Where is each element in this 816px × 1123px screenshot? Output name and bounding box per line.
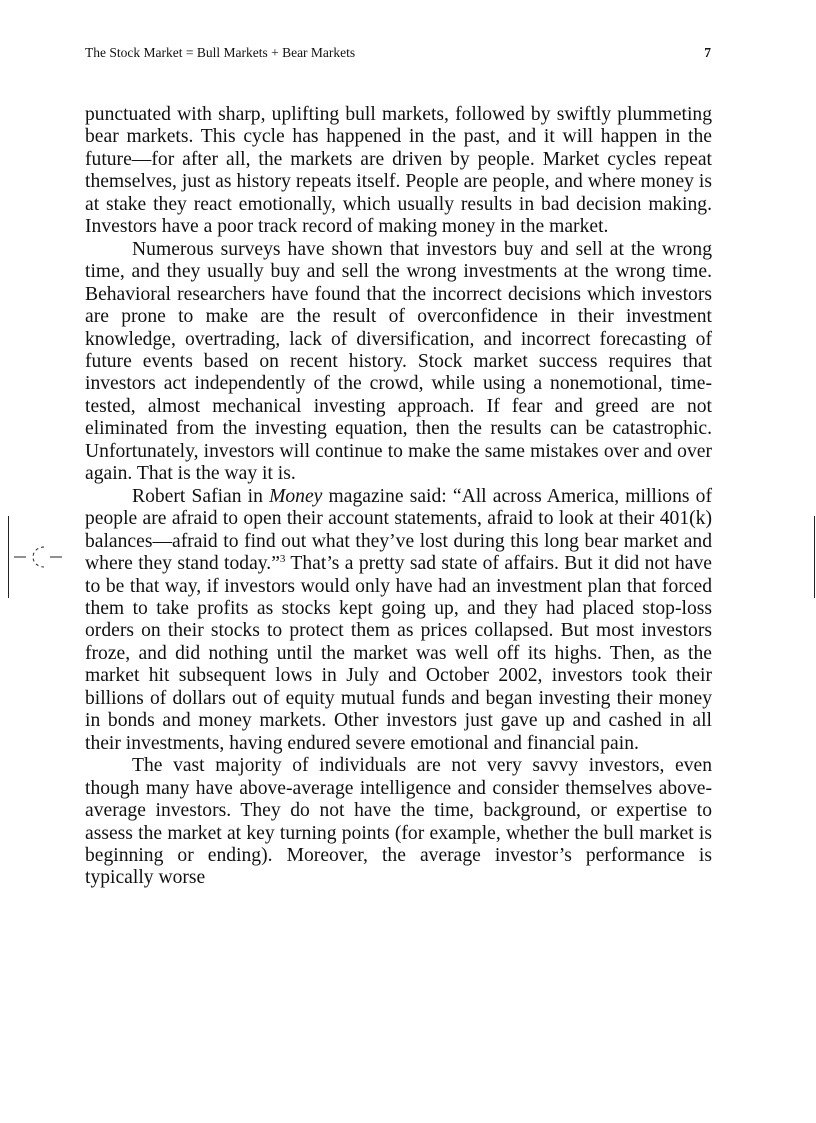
paragraph-3-rest: That’s a pretty sad state of affairs. But it did not have to be that way, if investors would only have had an investment plan that forced them to take profits as stocks kept going up, and they had placed stop-loss orders on their stocks to protect them as prices collapsed. But most investors froze, and did nothing until the market was well off its highs. Then, as the market hit subsequent lows in July and October 2002, investors took their billions of dollars out of equity mutual funds and began investing their money in bonds and money markets. Other investors just gave up and cashed in all their investments, having endured severe emotional and financial pain. [85,553,712,754]
footnote-marker: 3 [279,553,286,566]
page-number: 7 [704,45,711,60]
running-title: The Stock Market = Bull Markets + Bear Markets [85,45,356,60]
crop-mark-right [814,516,815,598]
paragraph-1: punctuated with sharp, uplifting bull markets, followed by swiftly plummeting bear markets. This cycle has happened in the past, and it will happen in the future—for after all, the markets are driven by people. Market cycles repeat themselves, just as history repeats itself. People are people, and where money is at stake they react emotionally, which usually results in bad decision making. Investors have a poor track record of making money in the market. [85,104,712,238]
paragraph-3 [85,486,712,755]
magazine-title: Money [269,485,323,507]
paragraph-3-lead: Robert Safian in [132,485,270,507]
paragraph-3-quote: magazine said: “All across America, millions of people are afraid to open their account statements, afraid to look at their 401(k) balances—afraid to find out what they’ve lost during this long bear market and where they stand today.” [85,485,712,575]
running-head [85,44,711,62]
body-text [85,104,712,890]
registration-mark-icon [14,541,64,575]
paragraph-4: The vast majority of individuals are not very savvy investors, even though many have above-average intelligence and consider themselves above-average investors. They do not have the time, background, or expertise to assess the market at key turning points (for example, whether the bull market is beginning or ending). Moreover, the average investor’s performance is typically worse [85,755,712,889]
paragraph-2: Numerous surveys have shown that investors buy and sell at the wrong time, and they usually buy and sell the wrong investments at the wrong time. Behavioral researchers have found that the incorrect decisions which investors are prone to make are the result of overconfidence in their investment knowledge, overtrading, lack of diversification, and incorrect forecasting of future events based on recent history. Stock market success requires that investors act independently of the crowd, while using a nonemotional, time-tested, almost mechanical investing approach. If fear and greed are not eliminated from the investing equation, then the results can be catastrophic. Unfortunately, investors will continue to make the same mistakes over and over again. That is the way it is. [85,238,712,485]
crop-mark-left [8,516,9,598]
